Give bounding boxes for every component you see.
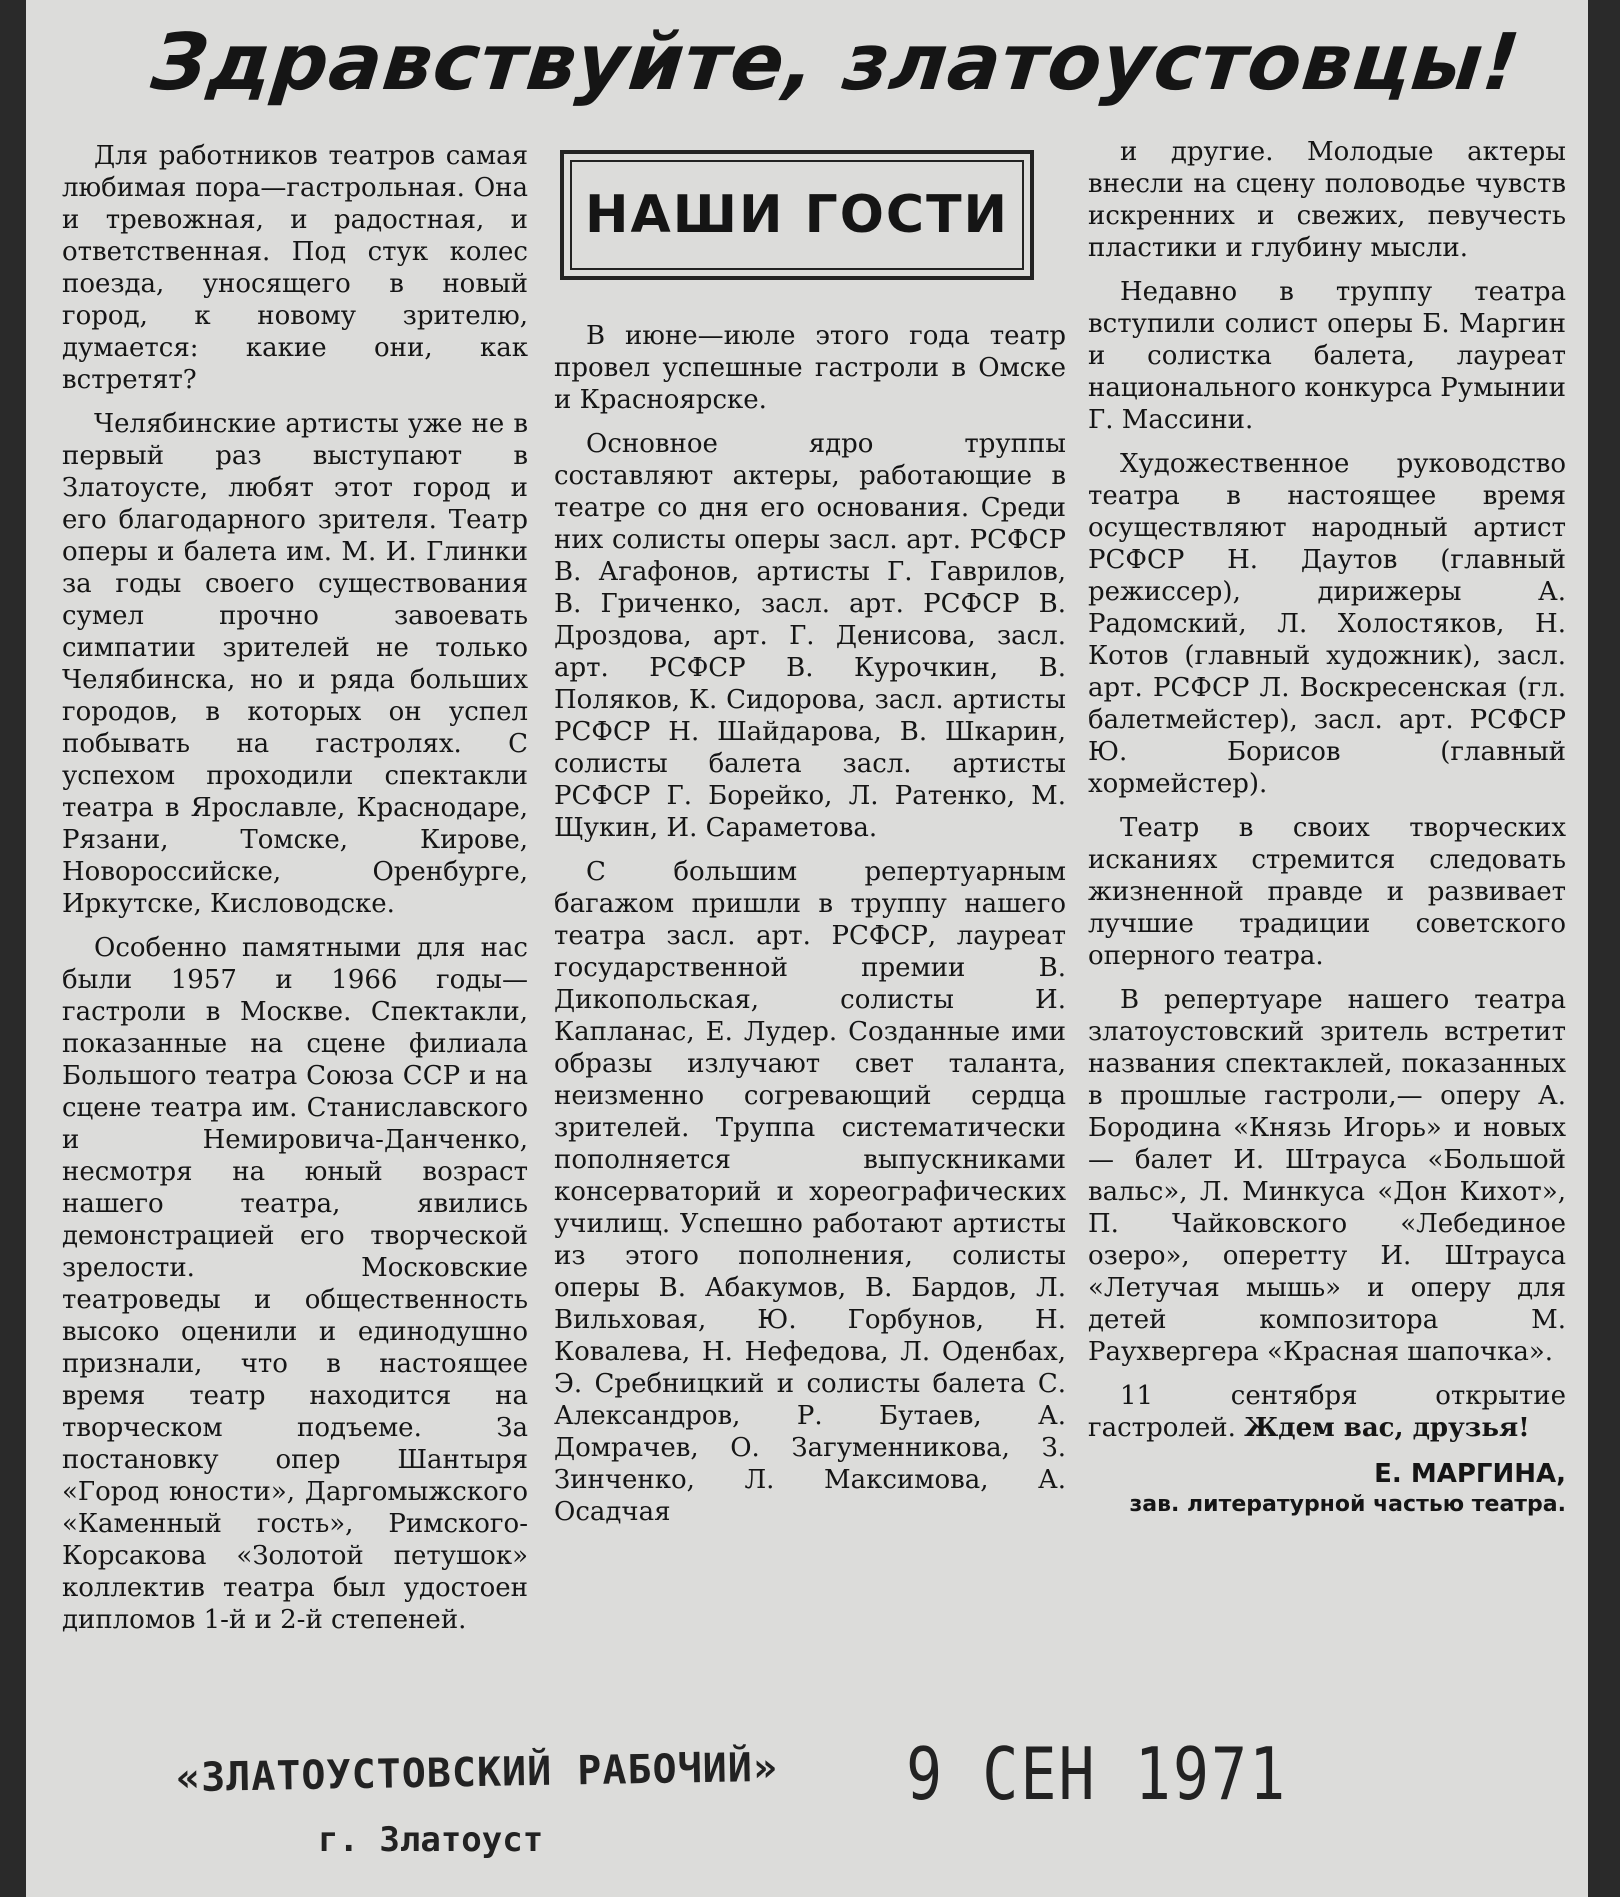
- paragraph: Для работников театров самая любимая пора—гастрольная. Она и тревожная, и радостная, и ответственная. Под стук колес поезда, уносящего в новый город, к новому зрителю, думается: какие они, как встретят?: [62, 141, 528, 395]
- author-position: зав. литературной частью театра.: [1129, 1492, 1566, 1517]
- paragraph: Недавно в труппу театра вступили солист оперы Б. Маргин и солистка балета, лауреат национального конкурса Румынии Г. Массини.: [1088, 277, 1567, 435]
- paragraph: Художественное руководство театра в настоящее время осуществляют народный артист РСФСР Н. Даутов (главный режиссер), дирижеры А. Радомский, Л. Холостяков, Н. Котов (главный художник), засл. арт. РСФСР Л. Воскресенская (гл. балетмейстер), засл. арт. РСФСР Ю. Борисов (главный хормейстер).: [1088, 449, 1566, 799]
- headline: Здравствуйте, златоустовцы!: [147, 18, 1525, 108]
- paragraph: С большим репертуарным багажом пришли в труппу нашего театра засл. арт. РСФСР, лауреат государственной премии В. Дикопольская, солисты И. Капланас, Е. Лудер. Созданные ими образы излучают свет таланта, неизменно согревающий сердца зрителей. Труппа систематически пополняется выпускниками консерваторий и хореографических училищ. Успешно работают артисты из этого пополнения, солисты оперы В. Абакумов, В. Бардов, Л. Вильховая, Ю. Горбунов, Н. Ковалева, Н. Нефедова, Л. Оденбах, Э. Сребницкий и солисты балета С. Александров, Р. Бутаев, А. Домрачев, О. Загуменникова, З. Зинченко, Л. Максимова, А. Осадчая: [554, 857, 1066, 1527]
- author-name: Е. МАРГИНА,: [1374, 1459, 1566, 1489]
- column-2: [554, 140, 1066, 1540]
- paragraph: В репертуаре нашего театра златоустовский зритель встретит названия спектаклей, показанных в прошлые гастроли,— оперу А. Бородина «Князь Игорь» и новых — балет И. Штрауса «Большой вальс», Л. Минкуса «Дон Кихот», П. Чайковского «Лебединое озеро», оперетту И. Штрауса «Летучая мышь» и оперу для детей композитора М. Раухвергера «Красная шапочка».: [1088, 985, 1566, 1367]
- newspaper-stamp: «ЗЛАТОУСТОВСКИЙ РАБОЧИЙ»: [175, 1744, 779, 1802]
- city-stamp: г. Златоуст: [318, 1820, 544, 1860]
- paragraph: [1088, 1380, 1566, 1444]
- section-box: [560, 150, 1034, 280]
- closing-bold: Ждем вас, друзья!: [1244, 1413, 1530, 1443]
- paragraph: Челябинские артисты уже не в первый раз выступают в Златоусте, любят этот город и его благодарного зрителя. Театр оперы и балета им. М. И. Глинки за годы своего существования сумел прочно завоевать симпатии зрителей не только Челябинска, но и ряда больших городов, в которых он успел побывать на гастролях. С успехом проходили спектакли театра в Ярославле, Краснодаре, Рязани, Томске, Кирове, Новороссийске, Оренбурге, Иркутске, Кисловодске.: [62, 409, 528, 919]
- paragraph: и другие. Молодые актеры внесли на сцену половодье чувств искренних и свежих, певучесть пластики и глубину мысли.: [1088, 137, 1566, 263]
- paragraph: Основное ядро труппы составляют актеры, работающие в театре со дня его основания. Среди них солисты оперы засл. арт. РСФСР В. Агафонов, артисты Г. Гаврилов, В. Гриченко, засл. арт. РСФСР В. Дроздова, арт. Г. Денисова, засл. арт. РСФСР В. Курочкин, В. Поляков, К. Сидорова, засл. артисты РСФСР Н. Шайдарова, В. Шкарин, солисты балета засл. артисты РСФСР Г. Борейко, Л. Ратенко, М. Щукин, И. Сараметова.: [554, 429, 1066, 843]
- date-stamp: 9 СЕН 1971: [906, 1733, 1288, 1817]
- column-1: [62, 140, 528, 1648]
- paragraph: Особенно памятными для нас были 1957 и 1966 годы—гастроли в Москве. Спектакли, показанные на сцене филиала Большого театра Союза ССР и на сцене театра им. Станиславского и Немировича-Данченко, несмотря на юный возраст нашего театра, явились демонстрацией его творческой зрелости. Московские театроведы и общественность высоко оценили и единодушно признали, что в настоящее время театр находится на творческом подъеме. За постановку опер Шантыря «Город юности», Даргомыжского «Каменный гость», Римского-Корсакова «Золотой петушок» коллектив театра был удостоен дипломов 1-й и 2-й степеней.: [62, 933, 528, 1635]
- newspaper-clipping: [26, 0, 1588, 1897]
- column-3: [1088, 136, 1566, 1520]
- paragraph: Театр в своих творческих исканиях стремится следовать жизненной правде и развивает лучшие традиции советского оперного театра.: [1088, 813, 1566, 971]
- closing-text: 11 сентября открытие гастролей.: [1088, 1381, 1566, 1443]
- section-title: НАШИ ГОСТИ: [570, 160, 1024, 270]
- paragraph: В июне—июле этого года театр провел успешные гастроли в Омске и Красноярске.: [554, 321, 1066, 415]
